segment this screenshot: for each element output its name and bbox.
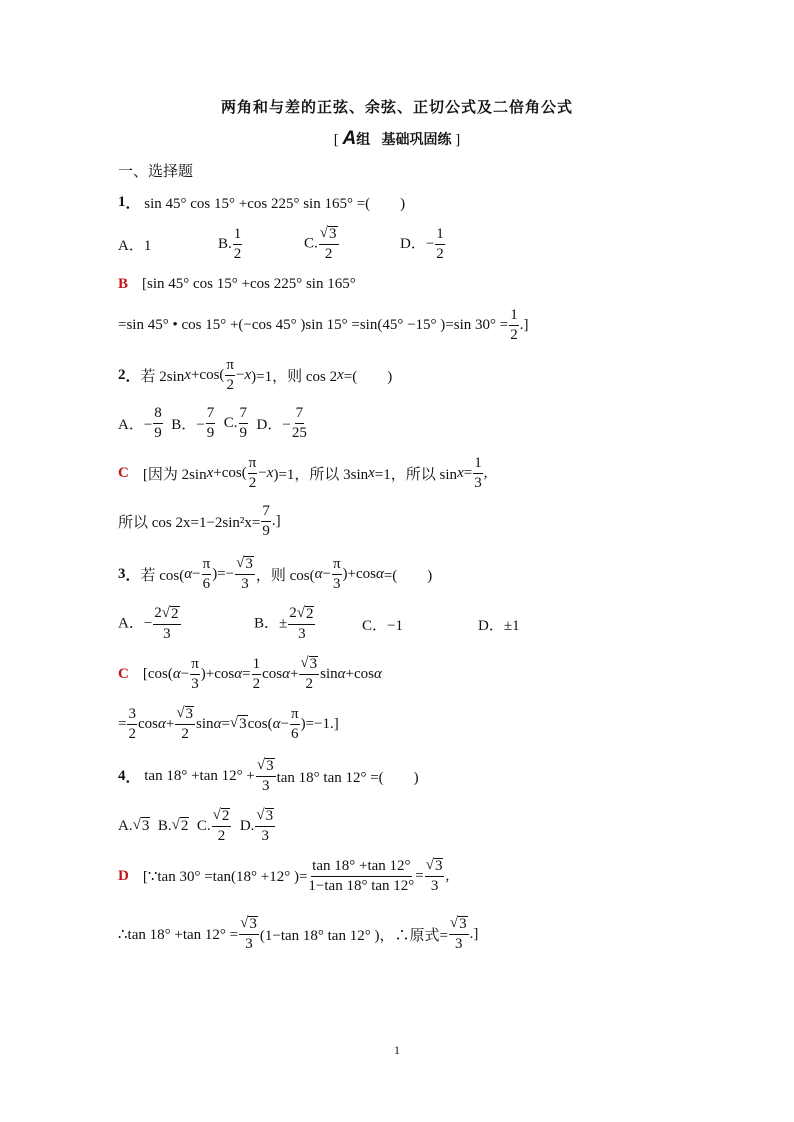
bracket-open: [ [333, 132, 339, 148]
page-title: 两角和与差的正弦、余弦、正切公式及二倍角公式 [220, 100, 573, 116]
group-letter: A [342, 128, 357, 149]
q4-solution-line2: ∴tan 18° +tan 12° = √ 3 3 (1−tan 18° tan 12° )，∴原式= √ 3 3 .] [118, 915, 479, 952]
q4-answer: D [118, 867, 129, 884]
q1-option-a: A．1 [118, 237, 152, 254]
q3-options: A．− 2√ 2 3 B．± 2√ 2 3 C．−1 D．±1 [118, 605, 520, 642]
q2-answer: C [118, 465, 129, 481]
section-heading: 一、选择题 [118, 163, 194, 180]
q3-answer: C [118, 665, 129, 682]
q1-answer: B [118, 276, 129, 292]
q1-option-b: B. $\frac{1}{2}$ [218, 225, 242, 262]
q3-number: 3 [118, 565, 126, 582]
group-heading [0, 128, 794, 150]
group-zu: 组 [356, 131, 371, 147]
q4-number: 4 [118, 767, 126, 784]
q4-solution-line1: D [∵tan 30° =tan(18° +12° )= $\frac{\tan 18^\circ +\tan 12^\circ}{1-\tan 18^\circ \tan 12^\circ}$ = √ 3 3 , [118, 857, 450, 894]
q2-options: A．− $\frac{8}{9}$ B．− $\frac{7}{9}$ C. $\frac{7}{9}$ D．− $\frac{7}{25}$ [118, 405, 307, 441]
q1-text: sin 45° cos 15° +cos 225° sin 165° =( ) [144, 196, 406, 212]
q1-option-d: D．− $\frac{1}{2}$ [400, 225, 444, 262]
q1-solution-line1: B [sin 45° cos 15° +cos 225° sin 165° [118, 276, 356, 292]
q4-options: A. √ 3 B. √ 2 C. √ 2 2 D. √ 3 3 [118, 807, 274, 844]
group-name: 基础巩固练 [381, 131, 452, 147]
q3-solution-line2: = $\frac{3}{2}$ cos α + √ 3 2 sin α = √ 3 cos( α − $\frac{\pi}{6}$ )=−1.] [118, 705, 339, 742]
q2-stem: 2 ． 若 2sin x +cos( $\frac{\pi}{2}$ − x )=1，则 cos 2 x =( ) [118, 357, 393, 393]
q1-option-c: C. √ 3 2 [304, 225, 337, 262]
q1-solution-line2: =sin 45° • cos 15° +(−cos 45° )sin 15° =sin(45° −15° )=sin 30° = $\frac{1}{2}$ .] [118, 307, 529, 343]
q3-solution-line1: C [cos( α − $\frac{\pi}{3}$ )+cos α = $\frac{1}{2}$ cos α + √ 3 2 sin α +cos α [118, 655, 382, 692]
q4-stem: 4 ． tan 18° +tan 12° + √ 3 3 tan 18° tan 12° =( ) [118, 757, 419, 794]
bracket-close: ] [455, 132, 461, 148]
q1-stem: 1 ． sin 45° cos 15° +cos 225° sin 165° =( ) [118, 194, 406, 212]
q2-solution-line1: C [因为 2sin x +cos( $\frac{\pi}{2}$ − x )=1，所以 3sin x =1，所以 sin x = $\frac{1}{3}$ , [118, 455, 488, 491]
q3-stem: 3 ． 若 cos( α − $\frac{\pi}{6}$ )=− √ 3 3 ，则 cos( α − $\frac{\pi}{3}$ )+cos α =( ) [118, 555, 433, 592]
q1-options [118, 226, 446, 262]
page-number: 1 [394, 1043, 400, 1057]
q2-solution-line2: 所以 cos 2x=1−2sin²x= $\frac{7}{9}$ .] [118, 503, 281, 539]
q2-number: 2 [118, 367, 126, 383]
q1-number: 1 [118, 194, 126, 210]
